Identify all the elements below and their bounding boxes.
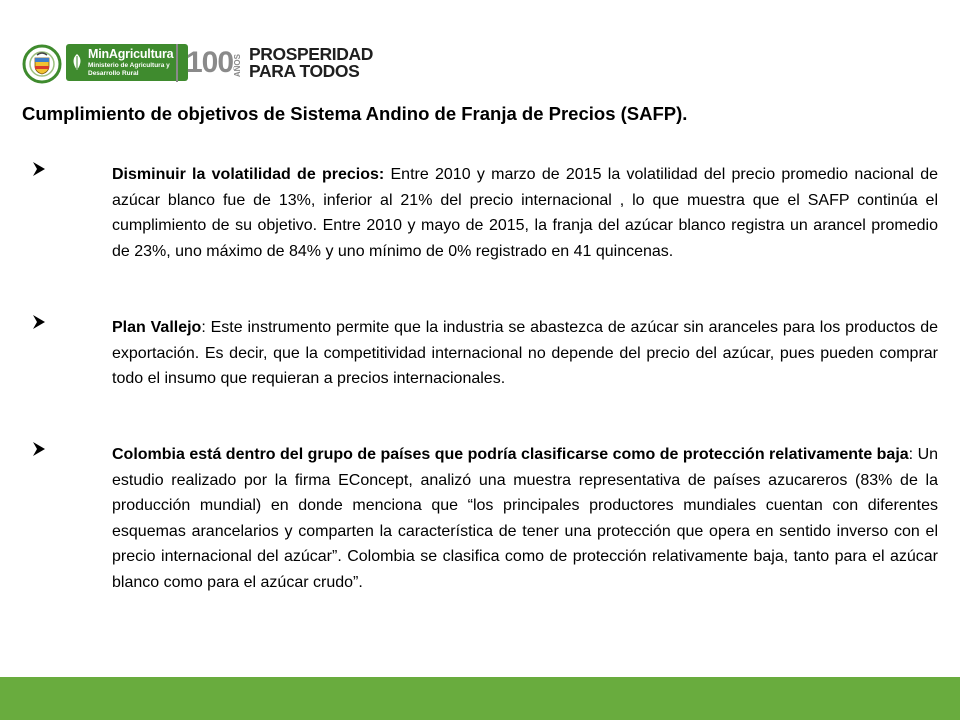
arrow-bullet-icon <box>32 441 46 457</box>
bullet-lead: Disminuir la volatilidad de precios: <box>112 166 385 183</box>
bullet-colombia-protection <box>22 442 938 595</box>
colombia-coat-of-arms-icon <box>22 44 62 84</box>
bullet-body: : Un estudio realizado por la firma EConcept, analizó una muestra representativa de países azucareros (83% de la producción mundial) en donde menciona que “los principales productores mundiales cuentan con diferentes esquemas arancelarios y comparten la característica de tener una protección que opera en sentido inverso con el precio internacional del azúcar”. Colombia se clasifica como de protección relativamente baja, tanto para el azúcar blanco como para el azúcar crudo”. <box>112 446 939 591</box>
slogan-line-2: PARA TODOS <box>249 61 360 81</box>
bullet-lead: Plan Vallejo <box>112 319 202 336</box>
bullet-text <box>112 442 938 595</box>
ministry-subtitle: Ministerio de Agricultura y Desarrollo Rural <box>88 62 170 77</box>
prosperidad-logo <box>249 46 373 80</box>
bullet-volatility <box>22 162 938 264</box>
slogan-line-1: PROSPERIDAD <box>249 44 373 64</box>
leaf-icon <box>70 53 84 71</box>
bullet-text <box>112 315 938 392</box>
bullet-body: Entre 2010 y marzo de 2015 la volatilidad del precio promedio nacional de azúcar blanco fue de 13%, inferior al 21% del precio internacional , lo que muestra que el SAFP continúa el cumplimiento de su objetivo. Entre 2010 y mayo de 2015, la franja del azúcar blanco registra un arancel promedio de 23%, uno máximo de 84% y uno mínimo de 0% registrado en 41 quincenas. <box>112 166 939 260</box>
page-title: Cumplimiento de objetivos de Sistema Andino de Franja de Precios (SAFP). <box>22 103 688 124</box>
anniversary-word: AÑOS <box>233 54 242 78</box>
footer-bar <box>0 677 960 720</box>
logo-divider <box>176 44 178 82</box>
bullet-body: : Este instrumento permite que la industria se abastezca de azúcar sin aranceles para los productos de exportación. Es decir, que la competitividad internacional no depende del precio del azúcar, pues pueden comprar todo el insumo que requieran a precios internacionales. <box>112 319 938 387</box>
anniversary-number: 100 <box>186 46 234 79</box>
bullet-lead: Colombia está dentro del grupo de países que podría clasificarse como de protección relativamente baja <box>112 446 909 463</box>
minagricultura-logo <box>66 44 188 81</box>
header-logos <box>22 40 402 85</box>
ministry-name: MinAgricultura <box>88 47 174 61</box>
arrow-bullet-icon <box>32 314 46 330</box>
bullet-plan-vallejo <box>22 315 938 392</box>
arrow-bullet-icon <box>32 161 46 177</box>
bullet-text <box>112 162 938 264</box>
